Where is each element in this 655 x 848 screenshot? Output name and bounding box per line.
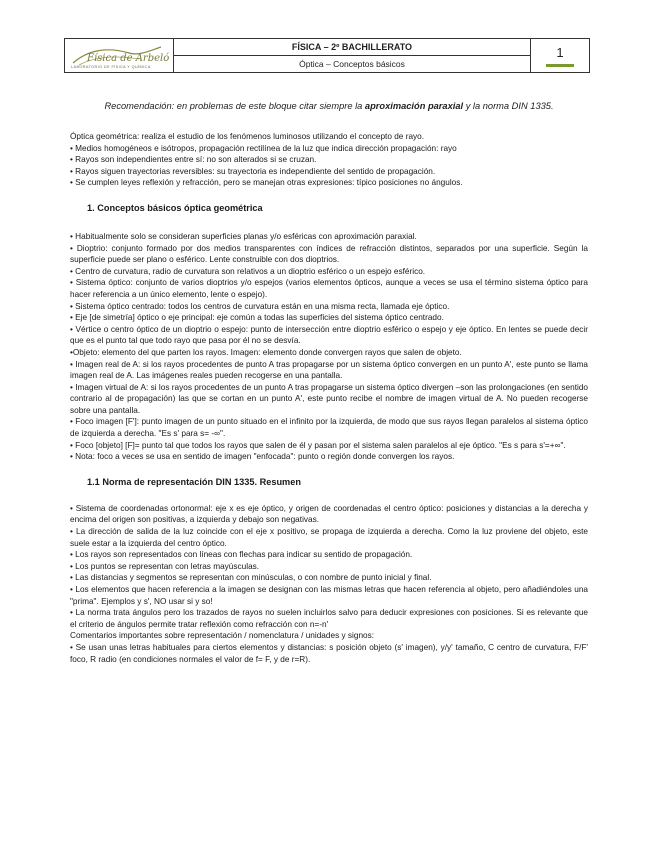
list-item: • La norma trata ángulos pero los trazados de rayos no suelen incluirlos salvo para deducir expresiones con posiciones. Si es relevante que el criterio de ángulos permite tratar reflexión como refracción con n=-n' [70,608,588,629]
list-item: •Objeto: elemento del que parten los rayos. Imagen: elemento donde convergen rayos que salen de objeto. [70,347,462,357]
logo [65,39,174,72]
list-item: • Imagen virtual de A: si los rayos procedentes de un punto A tras propagarse un sistema óptico divergen –son las prolongaciones (en sentido contrario al de propagación) las que se cortan en un punto A', este punto recibe el nombre de imagen virtual de A. No pueden recogerse sobre una pantalla. [70,382,588,415]
header-titles [174,39,531,72]
document-body [70,100,588,679]
list-item: • Sistema óptico: conjunto de varios dioptrios y/o espejos (varios elementos ópticos, aunque a veces se usa el término sistema óptico para hacer referencia a un único elemento, lente o espejo). [70,278,588,299]
logo-text: Física de Arbeló [87,53,170,64]
list-item: • Dioptrio: conjunto formado por dos medios transparentes con índices de refracción distintos, separados por una superficie. Según la superficie puede ser plano o esférico. Lente construible con dos dioptrios. [70,243,588,265]
list-item: • Los puntos se representan con letras mayúsculas. [70,561,260,571]
list-item: • Los rayos son representados con líneas con flechas para indicar su sentido de propagación. [70,550,413,560]
intro-item: • Rayos siguen trayectorias reversibles: su trayectoria es independiente del sentido de propagación. [70,166,436,176]
section-1-body [70,231,588,463]
list-item: • Nota: foco a veces se usa en sentido de imagen "enfocada": punto o región donde convergen los rayos. [70,452,455,462]
intro-section [70,131,588,189]
list-item: • Habitualmente solo se consideran superficies planas y/o esféricas con aproximación paraxial. [70,231,417,241]
logo-subtitle: LABORATORIO DE FÍSICA Y QUÍMICA [71,65,151,69]
list-item: • Centro de curvatura, radio de curvatura son relativos a un dioptrio esférico o un espejo esférico. [70,266,426,276]
list-item: • Sistema de coordenadas ortonormal: eje x es eje óptico, y origen de coordenadas el centro óptico: posiciones y distancias a la derecha y encima del origen son positivas, a izquierda y debajo son negativas. [70,503,588,525]
list-item: • Foco [objeto] [F]= punto tal que todos los rayos que salen de él y pasan por el sistema salen paralelos al eje óptico. "Es s para s'=+∞". [70,440,566,450]
recommendation-text-start: Recomendación: en problemas de este bloque citar siempre la [104,101,365,111]
page-number-box [531,39,589,72]
recommendation-text-end: y la norma DIN 1335. [463,101,554,111]
intro-definition: Óptica geométrica: realiza el estudio de los fenómenos luminosos utilizando el concepto de rayo. [70,132,425,141]
list-item: • Vértice o centro óptico de un dioptrio o espejo: punto de intersección entre dioptrio esférico o espejo y eje óptico. En lentes se puede decir que es el punto tal que todo rayo que pasa por él no se desvía. [70,324,588,346]
list-item: Comentarios importantes sobre representación / nomenclatura / unidades y signos: [70,631,375,641]
topic-title: Óptica – Conceptos básicos [299,59,405,69]
section-heading-1-1: 1.1 Norma de representación DIN 1335. Resumen [87,476,301,487]
intro-item: • Medios homogéneos e isótropos, propagación rectilínea de la luz que indica dirección propagación: rayo [70,143,457,153]
recommendation [70,100,588,113]
section-1-1-body [70,503,588,665]
page-number: 1 [556,44,564,60]
list-item: • Se usan unas letras habituales para ciertos elementos y distancias: s posición objeto (s' imagen), y/y' tamaño, C centro de curvatura, F/F' foco, R radio (en condiciones normales el valor de f= F, y de r=R). [70,642,588,664]
document-header [64,38,590,73]
course-title: FÍSICA – 2º BACHILLERATO [174,39,530,56]
intro-item: • Rayos son independientes entre sí: no son alterados si se cruzan. [70,155,317,165]
list-item: • Eje [de simetría] óptico o eje principal: eje común a todas las superficies del sistema óptico centrado. [70,313,444,323]
list-item: • Sistema óptico centrado: todos los centros de curvatura están en una misma recta, llamada eje óptico. [70,301,450,311]
recommendation-bold: aproximación paraxial [364,101,464,111]
list-item: • Imagen real de A: si los rayos procedentes de punto A tras propagarse por un sistema óptico convergen en un punto A', este punto se llama imagen real de A. Las imágenes reales pueden recogerse en una pantalla. [70,359,588,381]
list-item: • Foco imagen [F']: punto imagen de un punto situado en el infinito por la izquierda, de modo que sus rayos llegan paralelos al sistema óptico de izquierda a derecha. "Es s' para s= -∞". [70,417,588,439]
intro-item: • Se cumplen leyes reflexión y refracción, pero se manejan otras expresiones: típico posiciones no ángulos. [70,178,463,188]
page-accent-bar [546,64,574,67]
list-item: • La dirección de salida de la luz coincide con el eje x positivo, se propaga de izquierda a derecha. Como la luz proviene del objeto, este suele estar a la izquierda del centro óptico. [70,527,588,548]
list-item: • Los elementos que hacen referencia a la imagen se designan con las mismas letras que hacen referencia al objeto, pero añadiéndoles una "prima". Ejemplos y s', NO usar si y so! [70,585,588,606]
list-item: • Las distancias y segmentos se representan con minúsculas, o con nombre de punto inicial y final. [70,573,432,583]
section-heading-1: 1. Conceptos básicos óptica geométrica [87,202,263,213]
